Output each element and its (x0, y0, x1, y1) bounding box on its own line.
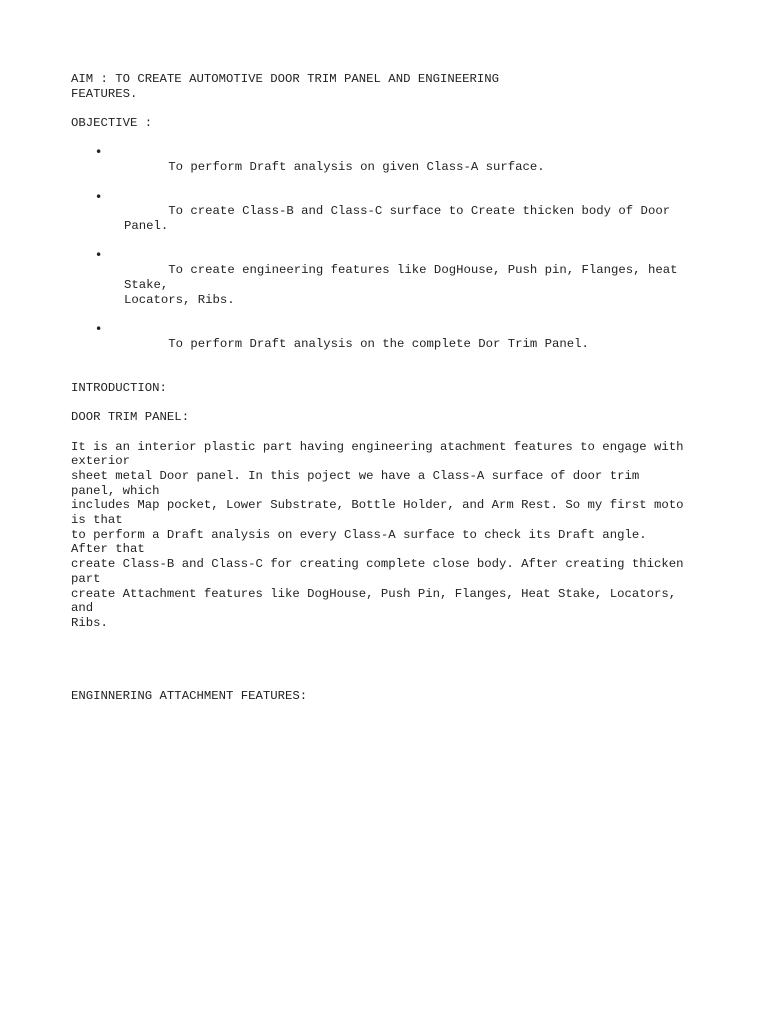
paragraph-line: sheet metal Door panel. In this poject we have a Class-A surface of door trim (71, 468, 640, 483)
objective-list (71, 145, 708, 366)
paragraph-line: and (71, 601, 94, 616)
paragraph-line: It is an interior plastic part having engineering atachment features to engage with (71, 439, 684, 454)
objective-item (71, 145, 708, 189)
objective-item-text: To perform Draft analysis on the complete Dor Trim Panel. (168, 336, 589, 351)
paragraph-line: After that (71, 542, 145, 557)
bullet-icon: • (95, 145, 103, 160)
objective-heading: OBJECTIVE : (71, 116, 153, 131)
paragraph-line: exterior (71, 454, 131, 469)
bullet-icon: • (95, 248, 103, 263)
door-trim-panel-heading: DOOR TRIM PANEL: (71, 410, 190, 425)
attachment-features-heading: ENGINNERING ATTACHMENT FEATURES: (71, 688, 308, 703)
paragraph-line: Ribs. (71, 615, 108, 630)
bullet-icon: • (95, 321, 103, 336)
paragraph-line: to perform a Draft analysis on every Class-A surface to check its Draft angle. (71, 527, 647, 542)
aim-line-1: AIM : TO CREATE AUTOMOTIVE DOOR TRIM PANEL AND ENGINEERING (71, 72, 500, 86)
objective-item-text: To create engineering features like DogHouse, Push pin, Flanges, heat Stake, Locators, Ribs. (124, 263, 678, 307)
paragraph-line: part (71, 571, 101, 586)
paragraph-line: create Attachment features like DogHouse, Push Pin, Flanges, Heat Stake, Locators, (71, 586, 677, 601)
objective-item (71, 322, 708, 366)
objective-item (71, 248, 708, 322)
aim-section (71, 72, 708, 101)
objective-item-text: To create Class-B and Class-C surface to Create thicken body of Door Panel. (124, 204, 678, 233)
paragraph-line: is that (71, 513, 123, 528)
door-trim-panel-paragraph (71, 440, 708, 631)
bullet-icon: • (95, 189, 103, 204)
paragraph-line: create Class-B and Class-C for creating complete close body. After creating thicken (71, 557, 684, 572)
objective-item (71, 190, 708, 249)
introduction-heading: INTRODUCTION: (71, 380, 167, 395)
paragraph-line: includes Map pocket, Lower Substrate, Bottle Holder, and Arm Rest. So my first moto (71, 498, 684, 513)
objective-item-text: To perform Draft analysis on given Class-A surface. (168, 160, 545, 175)
paragraph-line: panel, which (71, 483, 160, 498)
aim-line-2: FEATURES. (71, 86, 138, 101)
